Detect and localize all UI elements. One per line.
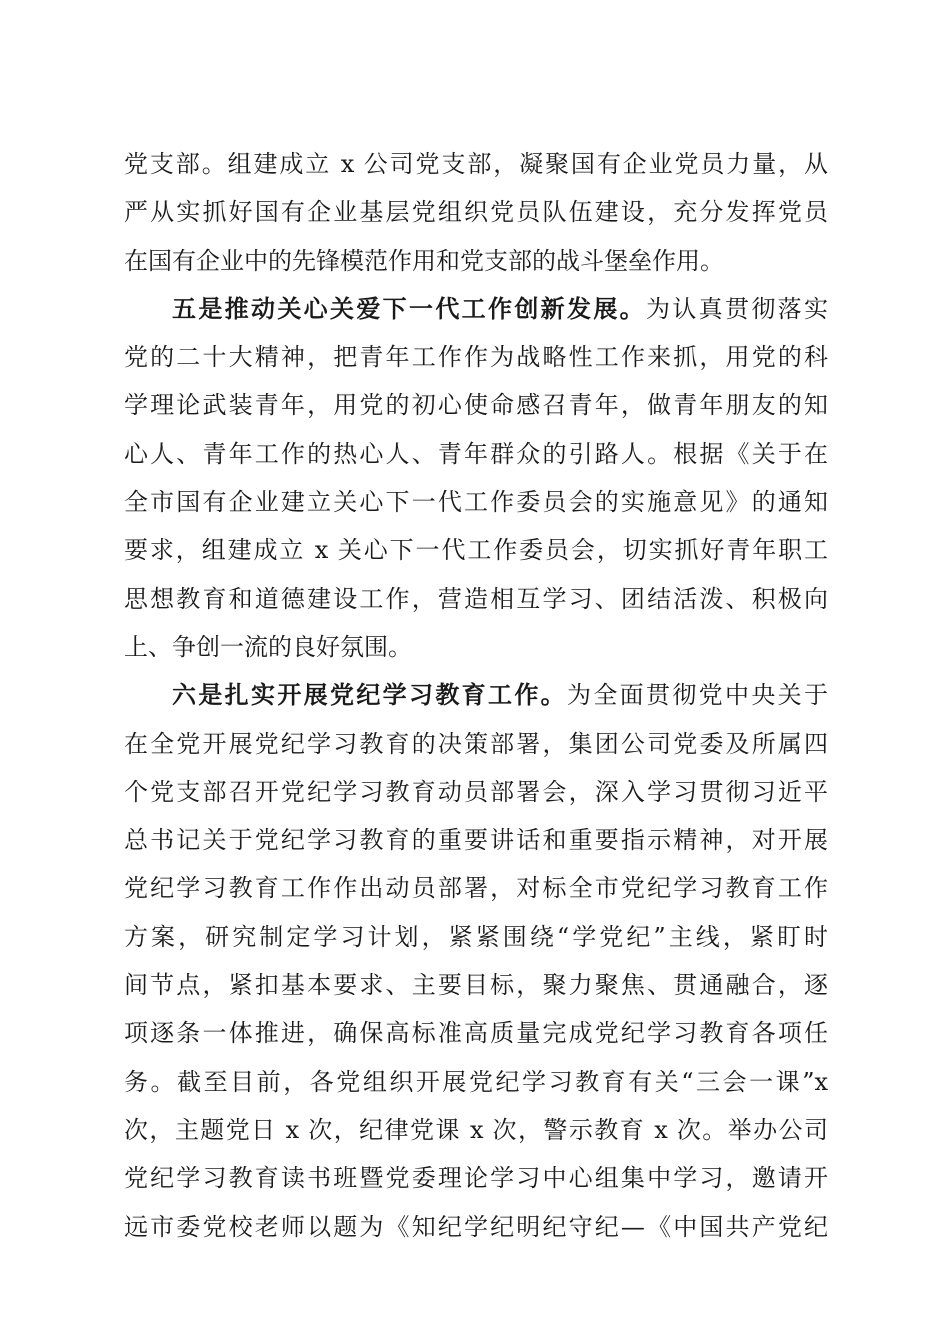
- section-heading: 六是扎实开展党纪学习教育工作。: [172, 680, 567, 710]
- text-line: 学理论武装青年，用党的初心使命感召青年，做青年朋友的知: [124, 391, 828, 420]
- text-line: 在全党开展党纪学习教育的决策部署，集团公司党委及所属四: [124, 729, 828, 758]
- text-line: 总书记关于党纪学习教育的重要讲话和重要指示精神，对开展: [124, 826, 828, 855]
- paragraph-next-generation: [124, 285, 828, 671]
- text-line: 全市国有企业建立关心下一代工作委员会的实施意见》的通知: [124, 488, 828, 517]
- text-line: 务。截至目前，各党组织开展党纪学习教育有关“三会一课”x: [124, 1067, 828, 1096]
- paragraph-first-line: [124, 671, 828, 719]
- text-line: 党纪学习教育读书班暨党委理论学习中心组集中学习，邀请开: [124, 1164, 828, 1193]
- text-line: 次，主题党日 x 次，纪律党课 x 次，警示教育 x 次。举办公司: [124, 1115, 828, 1144]
- document-body: [124, 140, 828, 1251]
- text-line: 远市委党校老师以题为《知纪学纪明纪守纪—《中国共产党纪: [124, 1212, 828, 1241]
- text-line: 心人、青年工作的热心人、青年群众的引路人。根据《关于在: [124, 439, 828, 468]
- paragraph-discipline-education: [124, 671, 828, 1251]
- paragraph-first-line: [124, 285, 828, 333]
- text-line: 在国有企业中的先锋模范作用和党支部的战斗堡垒作用。: [124, 246, 724, 275]
- text-line: 要求，组建成立 x 关心下一代工作委员会，切实抓好青年职工: [124, 536, 828, 565]
- paragraph-party-branch: [124, 140, 828, 285]
- text-line: 个党支部召开党纪学习教育动员部署会，深入学习贯彻习近平: [124, 777, 828, 806]
- text-line: 严从实抓好国有企业基层党组织党员队伍建设，充分发挥党员: [124, 198, 828, 227]
- text-line: 间节点，紧扣基本要求、主要目标，聚力聚焦、贯通融合，逐: [124, 971, 828, 1000]
- text-line: 党的二十大精神，把青年工作作为战略性工作来抓，用党的科: [124, 343, 828, 372]
- text-line: 思想教育和道德建设工作，营造相互学习、团结活泼、积极向: [124, 584, 828, 613]
- text-line: 党纪学习教育工作作出动员部署，对标全市党纪学习教育工作: [124, 874, 828, 903]
- text-line: 党支部。组建成立 x 公司党支部，凝聚国有企业党员力量，从: [124, 150, 828, 178]
- text-line: 项逐条一体推进，确保高标准高质量完成党纪学习教育各项任: [124, 1019, 828, 1048]
- section-heading: 五是推动关心关爱下一代工作创新发展。: [172, 293, 646, 323]
- text-line: 上、争创一流的良好氛围。: [124, 632, 412, 661]
- text-run: 为全面贯彻党中央关于: [567, 681, 828, 710]
- text-run: 为认真贯彻落实: [646, 294, 828, 323]
- text-line: 方案，研究制定学习计划，紧紧围绕“学党纪”主线，紧盯时: [124, 922, 828, 951]
